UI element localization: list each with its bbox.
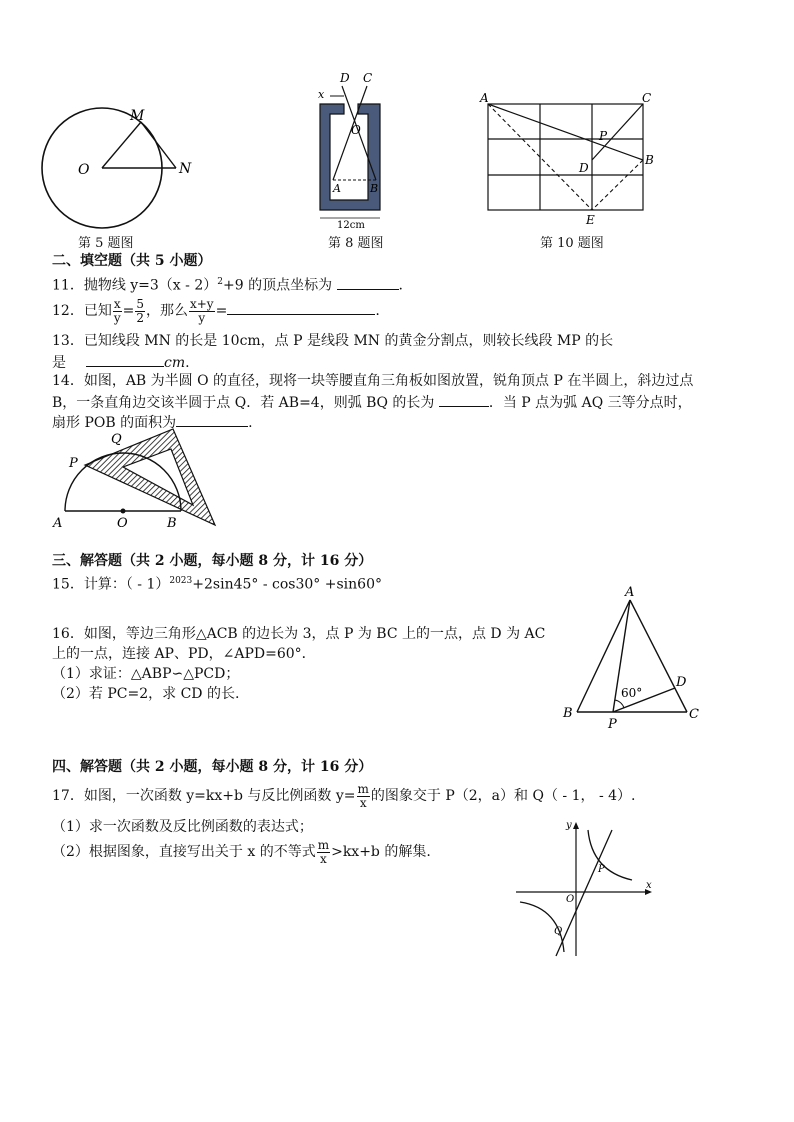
fig5-label-N: N [179, 161, 192, 177]
fig16-label-A: A [625, 585, 635, 600]
fig16-label-C: C [689, 707, 699, 722]
fig16-label-P: P [608, 717, 617, 732]
fig16-label-B: B [563, 706, 573, 721]
q17-line2: （1）求一次函数及反比例函数的表达式； [52, 819, 313, 835]
q16-line2: 上的一点，连接 AP、PD，∠APD=60°． [52, 646, 316, 662]
figure-8 [300, 68, 400, 233]
fig14-center-dot [121, 509, 126, 514]
q13-line2: 是 cm. [52, 352, 190, 372]
fig10-caption: 第 10 题图 [540, 236, 604, 251]
fig10-ab [488, 104, 643, 160]
fig8-label-D: D [340, 71, 350, 85]
fig8-rod-ac [333, 86, 367, 180]
fig8-width-label: 12cm [337, 220, 365, 231]
q14-line2: B，一条直角边交该半圆于点 Q．若 AB=4，则弧 BQ 的长为 ．当 P 点为弧 AQ 三等分点时， [52, 392, 692, 412]
q16-line4: （2）若 PC=2，求 CD 的长. [52, 686, 240, 702]
fig17-hyperbola-q1 [588, 830, 632, 880]
figure-14 [45, 425, 225, 535]
fig5-mn [141, 122, 176, 168]
q17-line1: 17．如图，一次函数 y=kx+b 与反比例函数 y= $\frac{m}{x}$ 的图象交于 P（2，a）和 Q（ - 1， - 4）. [52, 781, 636, 810]
fig17-y-arrow [573, 822, 579, 829]
fig17-label-P: P [598, 864, 605, 875]
fig10-label-E: E [586, 213, 595, 227]
fig5-label-O: O [78, 162, 90, 178]
q11-answer-blank[interactable] [337, 275, 399, 290]
fig14-label-P: P [69, 456, 78, 471]
fig10-label-A: A [480, 91, 489, 105]
figure-17 [512, 816, 657, 961]
fig17-label-O: O [566, 894, 575, 905]
section4-title: 四、解答题（共 2 小题，每小题 8 分，计 16 分） [52, 759, 373, 775]
fig8-label-B: B [370, 182, 379, 195]
fig10-label-B: B [645, 153, 654, 167]
fig17-label-Q: Q [554, 926, 563, 937]
fig16-label-D: D [676, 675, 687, 690]
q16-line3: （1）求证：△ABP∽△PCD； [52, 666, 240, 682]
fig14-label-Q: Q [111, 432, 122, 447]
q14-line3: 扇形 POB 的面积为 . [52, 412, 253, 432]
fig5-caption: 第 5 题图 [78, 236, 134, 251]
q13-line1: 13．已知线段 MN 的长是 10cm，点 P 是线段 MN 的黄金分割点，则较长线段 MP 的长 [52, 333, 614, 349]
fig8-label-x: x [318, 88, 325, 101]
fig10-be-dashed [592, 160, 643, 210]
fig14-label-O: O [117, 516, 128, 531]
fig5-label-M: M [130, 108, 145, 124]
figure-16 [555, 582, 705, 732]
q14-line1: 14．如图，AB 为半圆 O 的直径，现将一块等腰直角三角板如图放置，锐角顶点 P 在半圆上，斜边过点 [52, 373, 694, 389]
q16-line1: 16．如图，等边三角形△ACB 的边长为 3，点 P 为 BC 上的一点，点 D 为 AC [52, 626, 546, 642]
fig10-label-C: C [642, 91, 652, 105]
fig8-caption: 第 8 题图 [328, 236, 384, 251]
q13-answer-blank[interactable] [86, 352, 164, 367]
fig10-label-D: D [579, 161, 589, 175]
fig17-label-x: x [646, 880, 652, 891]
q14-answer-blank-1[interactable] [439, 392, 489, 407]
fig10-label-P: P [599, 129, 608, 143]
fig10-grid-border [488, 104, 643, 210]
fig8-label-A: A [333, 182, 341, 195]
q11: 11．抛物线 y=3（x - 2）$^2$+9 的顶点坐标为 . [52, 273, 403, 295]
section3-title: 三、解答题（共 2 小题，每小题 8 分，计 16 分） [52, 553, 373, 569]
fig14-label-B: B [167, 516, 177, 531]
section2-title: 二、填空题（共 5 小题） [52, 253, 212, 269]
fig8-label-O: O [351, 123, 361, 137]
fig8-label-C: C [363, 71, 373, 85]
figure-5 [38, 100, 208, 230]
fig17-line [556, 830, 612, 956]
q12-answer-blank[interactable] [227, 300, 375, 315]
fig14-label-A: A [53, 516, 63, 531]
q17-line3: （2）根据图象，直接写出关于 x 的不等式 $\frac{m}{x}$ >kx+b 的解集. [52, 837, 431, 866]
fig16-angle-arc [615, 700, 624, 708]
fig5-om [102, 122, 141, 168]
fig17-label-y: y [566, 820, 572, 831]
figure-10 [478, 90, 658, 230]
fig16-angle-label: 60° [621, 686, 643, 700]
q15: 15．计算：（ - 1）$^{2023}$+2sin45° - cos30° +sin60° [52, 576, 382, 593]
q12: 12．已知 $\frac{x}{y}$ = $\frac{5}{2}$ ，那么 $\frac{x+y}{y}$ = . [52, 296, 380, 325]
